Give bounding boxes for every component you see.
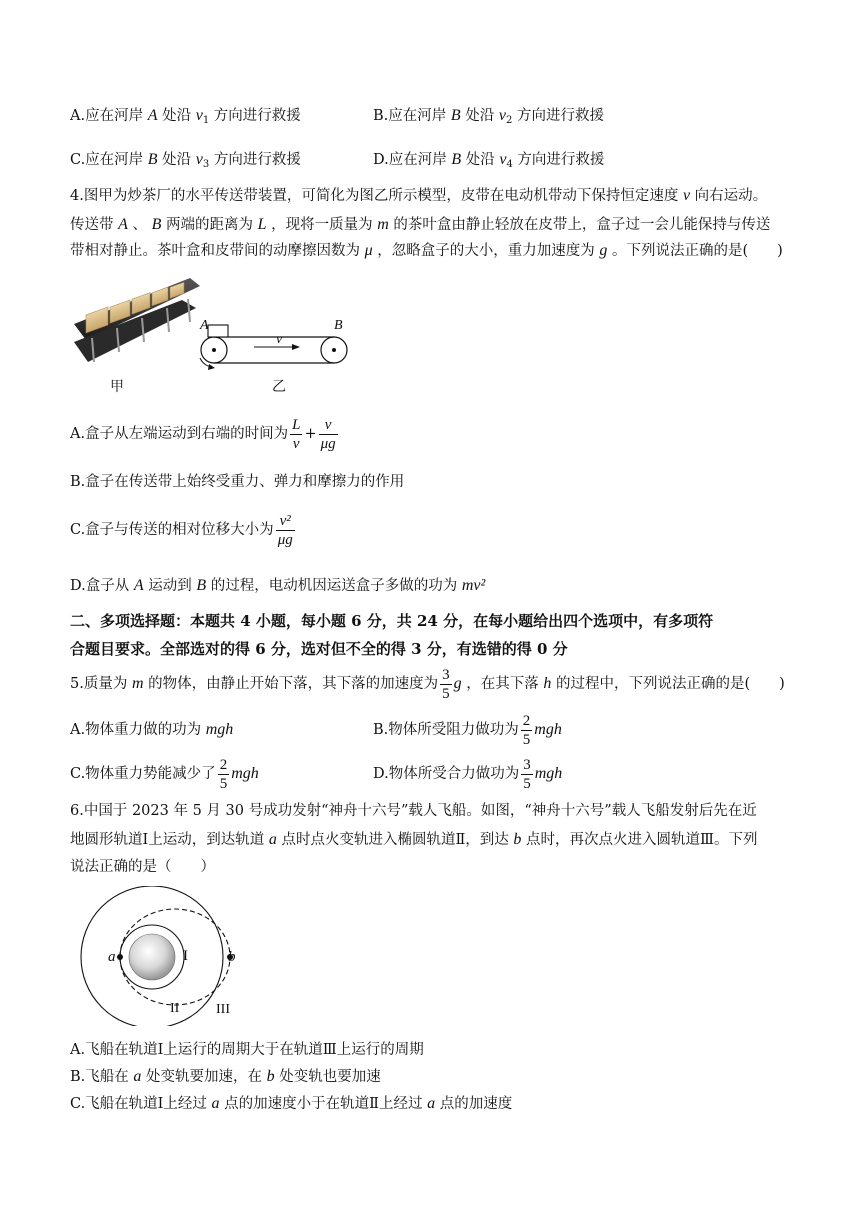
orbit-II-label: II [170,1001,180,1016]
section2-heading-line1: 二、多项选择题：本题共 4 小题，每小题 6 分，共 24 分，在每小题给出四个选项中，有多项符 [70,612,714,630]
conveyor-photo-figure [72,272,202,370]
section2-heading-line2: 合题目要求。全部选对的得 6 分，选对但不全的得 3 分，有选错的得 0 分 [70,640,568,658]
q3-option-a: A.应在河岸 A 处沿 $v_1$ 方向进行救援 [70,107,301,126]
figure-jia-caption: 甲 [110,379,124,395]
q3-option-b: B.应在河岸 B 处沿 $v_2$ 方向进行救援 [373,107,604,126]
q6-stem-line2: 地圆形轨道Ⅰ上运动，到达轨道 a 点时点火变轨进入椭圆轨道Ⅱ，到达 b 点时，再次点火进入圆轨道Ⅲ。下列 [70,831,758,848]
q6-stem-line1: 6.中国于 2023 年 5 月 30 号成功发射“神舟十六号”载人飞船。如图，“神舟十六号”载人飞船发射后先在近 [70,803,757,819]
q4-option-d: D.盒子从 A 运动到 B 的过程，电动机因运送盒子多做的功为 mv² [70,577,486,594]
orbit-point-b-label: b [228,949,236,965]
figure-point-a-label: A [200,318,209,333]
q4-option-a: A.盒子从左端运动到右端的时间为 $\frac{L}{v}$ + $\frac{v}{\mu g}$ [70,416,336,452]
q4-stem-line1: 4.图甲为炒茶厂的水平传送带装置，可简化为图乙所示模型，皮带在电动机带动下保持恒定速度 v 向右运动。 [70,187,768,204]
q6-option-a: A.飞船在轨道Ⅰ上运行的周期大于在轨道Ⅲ上运行的周期 [70,1042,424,1058]
q6-option-c: C.飞船在轨道Ⅰ上经过 a 点的加速度小于在轨道Ⅱ上经过 a 点的加速度 [70,1095,513,1112]
orbit-I-label: I [183,948,188,964]
q5-option-d: D.物体所受合力做功为 $\frac{3}{5}$ mgh [373,756,563,792]
q4-option-b: B.盒子在传送带上始终受重力、弹力和摩擦力的作用 [70,474,405,490]
q3-option-c: C.应在河岸 B 处沿 $v_3$ 方向进行救援 [70,151,301,170]
q5-option-a: A.物体重力做的功为 mgh [70,721,234,738]
orbit-point-a-label: a [108,949,116,965]
q6-stem-line3: 说法正确的是（ ） [70,859,215,875]
figure-velocity-label: v [276,332,283,347]
figure-point-b-label: B [334,318,343,333]
q3-option-d: D.应在河岸 B 处沿 $v_4$ 方向进行救援 [373,151,605,170]
q4-stem-line3: 带相对静止。茶叶盒和皮带间的动摩擦因数为 μ ，忽略盒子的大小，重力加速度为 g 。下列说法正确的是( ) [70,242,783,259]
q5-stem: 5.质量为 m 的物体，由静止开始下落，其下落的加速度为 $\frac{3}{5}$ g ，在其下落 h 的过程中，下列说法正确的是( ) [70,666,785,702]
q5-option-c: C.物体重力势能减少了 $\frac{2}{5}$ mgh [70,756,259,792]
q4-stem-line2: 传送带 A 、 B 两端的距离为 L ，现将一质量为 m 的茶叶盒由静止轻放在皮带上，盒子过一会儿能保持与传送 [70,216,771,233]
q4-option-c: C.盒子与传送的相对位移大小为 $\frac{\text{v²}}{\mu g}$ [70,512,293,548]
orbit-III-label: III [216,1002,230,1017]
q6-option-b: B.飞船在 a 处变轨要加速，在 b 处变轨也要加速 [70,1068,381,1085]
figure-yi-caption: 乙 [272,379,286,395]
q5-option-b: B.物体所受阻力做功为 $\frac{2}{5}$ mgh [373,712,562,748]
